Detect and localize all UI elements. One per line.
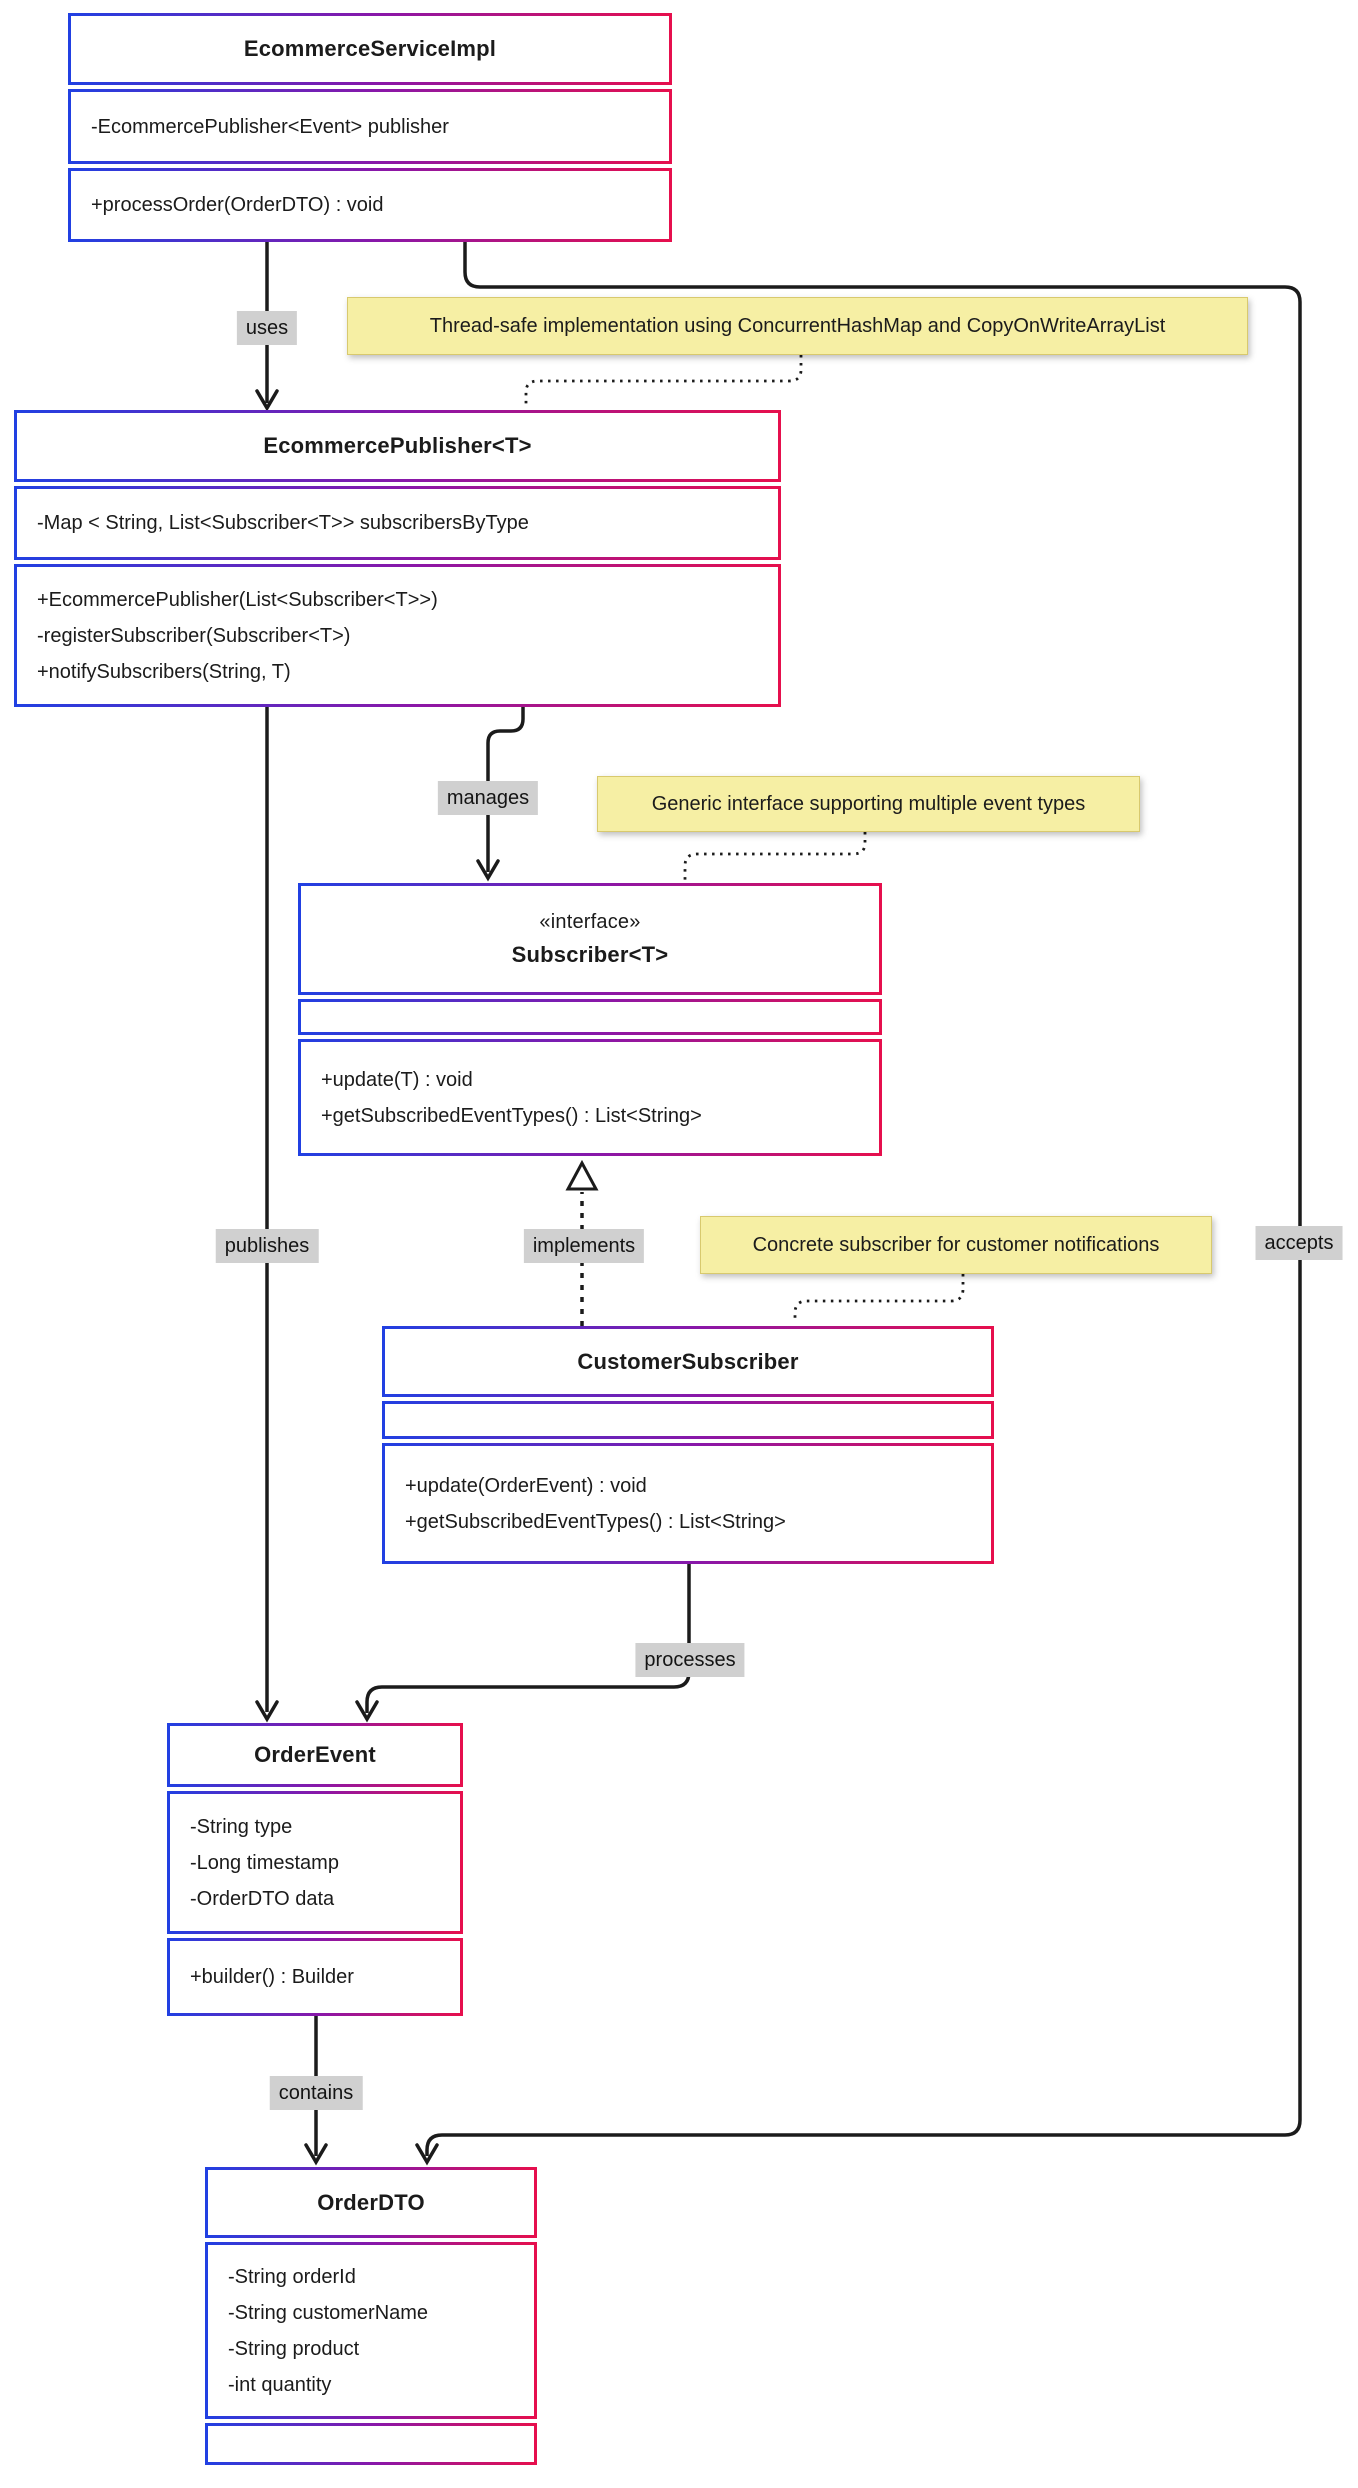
note-thread-safe: Thread-safe implementation using ConcurrentHashMap and CopyOnWriteArrayList (347, 297, 1248, 355)
class-attribute: -int quantity (228, 2373, 332, 2396)
class-box-order-event (167, 1723, 463, 2016)
class-method: +getSubscribedEventTypes() : List<String> (405, 1510, 786, 1533)
class-attribute: -String orderId (228, 2265, 356, 2288)
class-attributes-compartment (14, 486, 781, 560)
note-generic-interface: Generic interface supporting multiple event types (597, 776, 1140, 832)
class-title-compartment (68, 13, 672, 85)
class-name: OrderDTO (317, 2189, 425, 2215)
class-method: +builder() : Builder (190, 1966, 354, 1988)
class-attributes-compartment (298, 999, 882, 1035)
class-title-compartment (298, 883, 882, 995)
edge-label-uses: uses (237, 311, 297, 345)
class-method: +update(OrderEvent) : void (405, 1474, 647, 1497)
class-attributes-compartment (205, 2242, 537, 2419)
class-method: +EcommercePublisher(List<Subscriber<T>>) (37, 588, 438, 611)
class-methods-compartment (382, 1443, 994, 1564)
class-methods-compartment (14, 564, 781, 707)
edge-label-implements: implements (524, 1229, 644, 1263)
class-attribute: -Long timestamp (190, 1851, 339, 1874)
edge-label-processes: processes (635, 1643, 744, 1677)
class-method: +notifySubscribers(String, T) (37, 660, 291, 683)
class-attribute: -EcommercePublisher<Event> publisher (91, 115, 449, 138)
note-concrete-subscriber: Concrete subscriber for customer notifications (700, 1216, 1212, 1274)
class-box-order-dto (205, 2167, 537, 2465)
note-link-thread-safe (526, 355, 801, 407)
note-link-concrete-subscriber (795, 1274, 963, 1323)
class-attributes-compartment (382, 1401, 994, 1439)
class-box-ecommerce-publisher (14, 410, 781, 707)
edge-label-manages: manages (438, 781, 538, 815)
class-attribute: -String customerName (228, 2301, 429, 2324)
class-name: OrderEvent (254, 1742, 376, 1767)
edge-label-contains: contains (270, 2076, 363, 2110)
class-title-compartment (167, 1723, 463, 1787)
class-title-compartment (14, 410, 781, 482)
class-attributes-compartment (68, 89, 672, 164)
class-name: EcommerceServiceImpl (243, 36, 497, 61)
class-stereotype: «interface» (539, 910, 641, 933)
note-link-generic-interface (685, 832, 865, 880)
class-title-compartment (382, 1326, 994, 1397)
class-name: Subscriber<T> (511, 941, 669, 967)
class-method: +getSubscribedEventTypes() : List<String> (321, 1104, 702, 1127)
realization-triangle (568, 1163, 596, 1189)
edge-label-publishes: publishes (216, 1229, 319, 1263)
class-method: +processOrder(OrderDTO) : void (91, 194, 384, 216)
edge-processes (367, 1564, 689, 1713)
class-name: EcommercePublisher<T> (263, 433, 532, 458)
class-box-customer-subscriber (382, 1326, 994, 1564)
edge-label-accepts: accepts (1256, 1226, 1343, 1260)
class-attribute: -String product (228, 2337, 360, 2360)
class-methods-compartment (298, 1039, 882, 1156)
class-name: CustomerSubscriber (577, 1348, 799, 1374)
class-attributes-compartment (167, 1791, 463, 1934)
class-box-ecommerce-service-impl (68, 13, 672, 242)
class-methods-compartment (167, 1938, 463, 2016)
class-method: +update(T) : void (321, 1068, 473, 1091)
class-attribute: -Map < String, List<Subscriber<T>> subscribersByType (37, 512, 529, 534)
class-attribute: -String type (190, 1815, 293, 1838)
class-title-compartment (205, 2167, 537, 2238)
class-method: -registerSubscriber(Subscriber<T>) (37, 624, 351, 647)
class-box-subscriber (298, 883, 882, 1156)
class-methods-compartment (68, 168, 672, 242)
class-attribute: -OrderDTO data (190, 1887, 335, 1910)
class-methods-compartment (205, 2423, 537, 2465)
